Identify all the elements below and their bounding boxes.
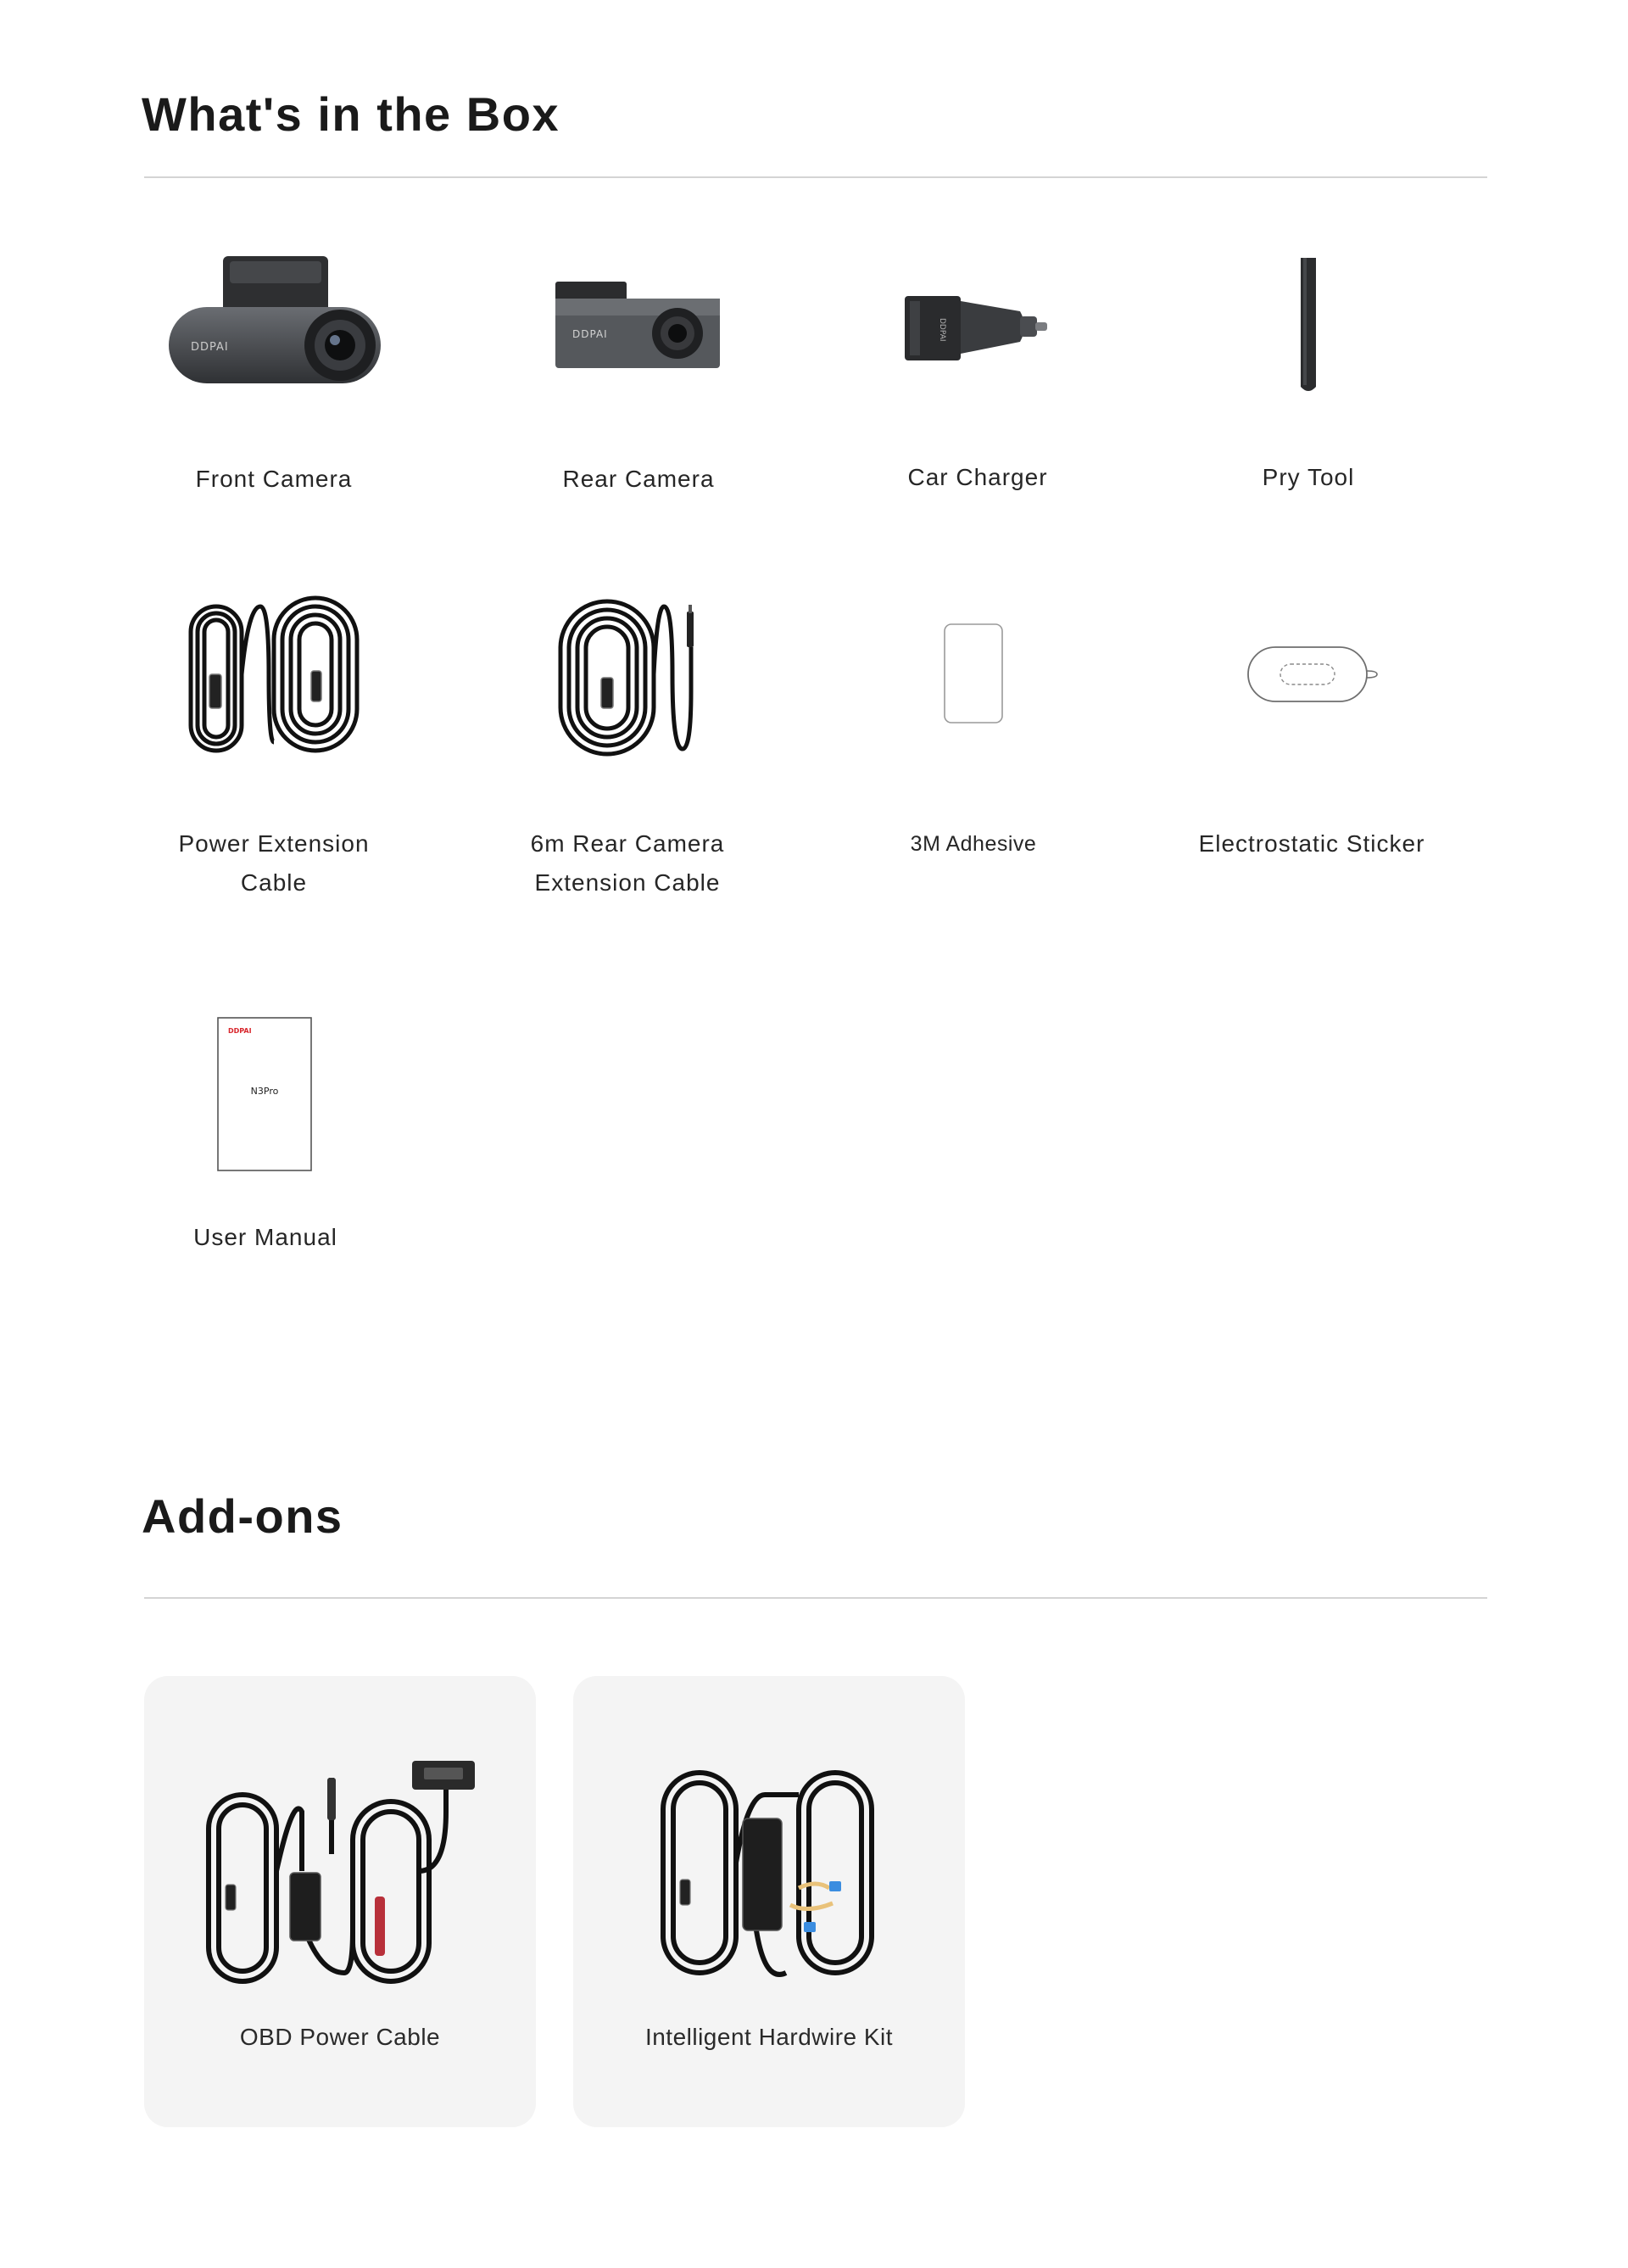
box-item-label: Front Camera <box>195 466 353 492</box>
box-item-label: Rear Camera <box>562 466 715 492</box>
box-item-label: Electrostatic Sticker <box>1198 830 1425 857</box>
car-charger-icon <box>901 284 1054 369</box>
adhesive-icon <box>939 619 1007 729</box>
obd-power-cable-icon <box>200 1761 480 1990</box>
manual-model: N3Pro <box>250 1086 279 1097</box>
box-item-label: User Manual <box>193 1224 337 1250</box>
addons-section-title: Add-ons <box>142 1489 343 1543</box>
front-camera-icon <box>164 254 384 399</box>
rear-camera-icon <box>554 280 723 373</box>
manual-brand: DDPAI <box>228 1027 252 1035</box>
box-item-label: Power Extension Cable <box>178 830 370 896</box>
addon-label: OBD Power Cable <box>239 2024 441 2050</box>
power-extension-cable-icon <box>181 589 367 759</box>
front-camera-brand: DDPAI <box>191 341 229 354</box>
user-manual-icon <box>216 1016 315 1174</box>
rear-camera-brand: DDPAI <box>572 328 608 340</box>
pry-tool-icon <box>1296 254 1321 399</box>
box-item-label: 3M Adhesive <box>910 832 1037 856</box>
box-item-label: Pry Tool <box>1262 464 1355 490</box>
electrostatic-sticker-icon <box>1240 640 1384 708</box>
addons-divider <box>144 1597 1487 1599</box>
hardwire-kit-icon <box>629 1761 909 1990</box>
car-charger-brand: DDPAI <box>938 318 946 342</box>
addon-label: Intelligent Hardwire Kit <box>644 2024 894 2050</box>
box-item-label: Car Charger <box>907 464 1048 490</box>
rear-extension-cable-icon <box>555 589 700 759</box>
addon-card-obd-power-cable[interactable] <box>144 1676 536 2127</box>
box-item-label: 6m Rear Camera Extension Cable <box>530 830 725 896</box>
addon-card-hardwire-kit[interactable] <box>573 1676 965 2127</box>
box-divider <box>144 176 1487 178</box>
box-section-title: What's in the Box <box>142 87 560 141</box>
